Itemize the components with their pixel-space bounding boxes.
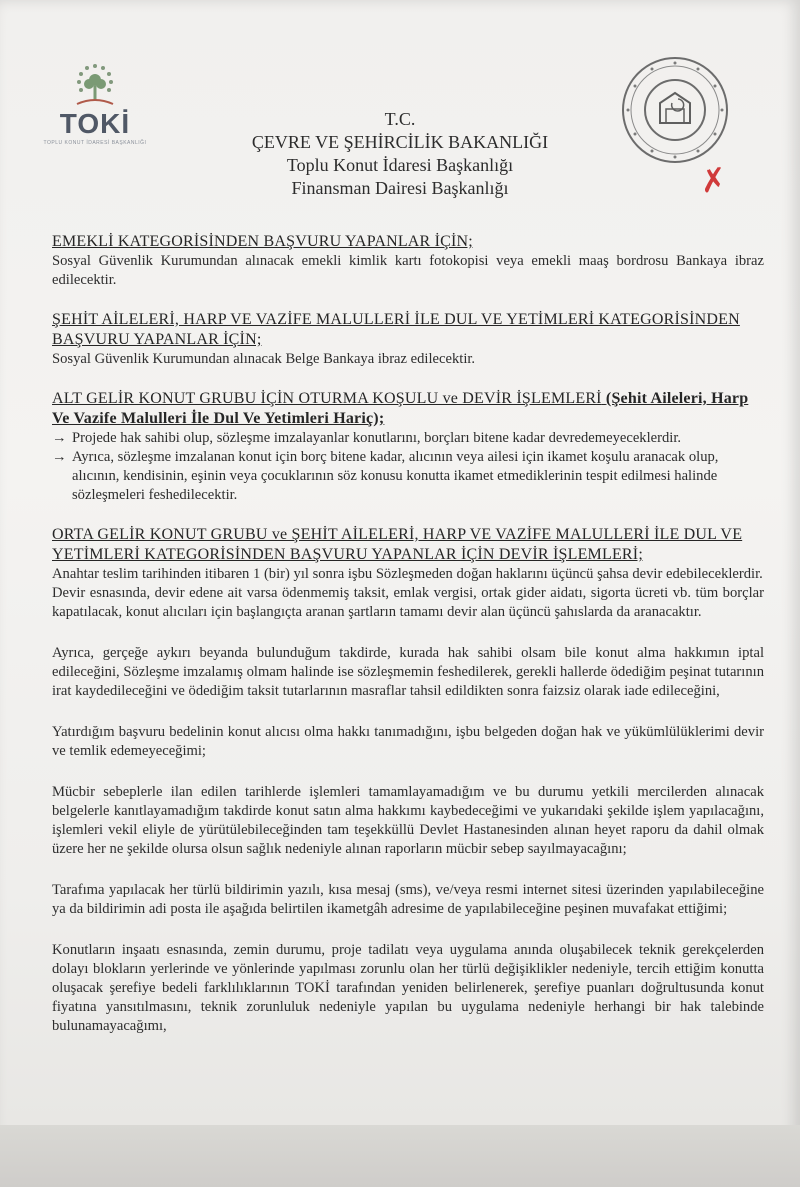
header-line-department: Finansman Dairesi Başkanlığı [291,178,509,198]
arrow-right-icon: → [52,430,67,446]
list-item [52,429,764,448]
paragraph-false-declaration: Ayrıca, gerçeğe aykırı beyanda bulunduğum takdirde, kurada hak sahibi olsam bile konut alma hakkımın iptal edileceğini, Sözleşme imzalamış olmam halinde ise sözleşmemin feshedilerek, gerekli hallerde ödediğim peşinat tutarının irat kaydedileceğini ve ödediğim taksit tutarlarının masraflar tahsil edildikten sonra faizsiz olarak iade edileceğini, [52,645,764,699]
paragraph-notification: Tarafıma yapılacak her türlü bildirimin yazılı, kısa mesaj (sms), ve/veya resmi internet sitesi üzerinden yapılabileceğine ya da bildirimin adi posta ile aşağıda belirtilen ikametgâh adresime de yapılabileceğine peşinen muvafakat ettiğimi; [52,882,764,917]
section-title-retired: EMEKLİ KATEGORİSİNDEN BAŞVURU YAPANLAR İÇİN; [52,233,473,250]
paragraph-force-majeure: Mücbir sebeplerle ilan edilen tarihlerde işlemleri tamamlayamadığım ve bu durumu yetkili mercilerden alınacak belgelerle kanıtlayamadığım takdirde konut satın alma hakkımı kaybedeceğimi ve yukarıdaki şekilde işlem yapılacağını, işlemleri vekil eliyle de yürütülebileceğinden tam teşekküllü Devlet Hastanesinden alınan heyet raporu da dahil olmak üzere her ne şekilde olursa olsun sağlık nedeniyle alınan raporların mücbir sebep sayılmayacağını; [52,784,764,857]
ministry-seal [620,55,730,165]
low-income-bullet-1: Projede hak sahibi olup, sözleşme imzalayanlar konutlarını, borçları bitene kadar devredemeyeceklerdir. [72,430,682,446]
toki-logo [40,60,150,155]
section-body-retired: Sosyal Güvenlik Kurumundan alınacak emekli kimlik kartı fotokopisi veya emekli maaş bordrosu Bankaya ibraz edilecektir. [52,253,764,288]
low-income-bullet-2: Ayrıca, sözleşme imzalanan konut için borç bitene kadar, alıcının veya ailesi için ikamet koşulu aranacak olup, alıcının, kendisinin, eşinin veya çocuklarının söz konusu konutta ikamet etmediklerinin tespit edilmesi halinde sözleşmeleri feshedilecektir. [72,449,719,503]
header-line-ministry: ÇEVRE VE ŞEHİRCİLİK BAKANLIĞI [251,132,549,152]
section-title-low-income [52,389,764,429]
section-title-low-income-plain: ALT GELİR KONUT GRUBU İÇİN OTURMA KOŞULU ve DEVİR İŞLEMLERİ [52,390,602,407]
document-header [200,108,600,200]
header-line-agency: Toplu Konut İdaresi Başkanlığı [286,155,514,175]
handwritten-x-mark: ✗ [697,159,730,201]
logo-wordmark: TOKİ [59,108,131,139]
toki-emblem-icon [65,60,125,112]
section-body-martyr: Sosyal Güvenlik Kurumundan alınacak Belge Bankaya ibraz edilecektir. [52,351,476,367]
section-title-low-income-bold: (Şehit Aileleri, Harp Ve Vazife Malulleri İle Dul Ve Yetimleri Hariç); [52,390,749,427]
section-title-martyr: ŞEHİT AİLELERİ, HARP VE VAZİFE MALULLERİ İLE DUL VE YETİMLERİ KATEGORİSİNDEN BAŞVURU YAPANLAR İÇİN; [52,311,740,348]
paragraph-construction-changes: Konutların inşaatı esnasında, zemin durumu, proje tadilatı veya uygulama anında oluşabilecek teknik gerekçelerden dolayı blokların yerlerinde ve yönlerinde yapılması zorunlu olan her türlü değişiklikler nedeniyle, tercih ettiğim konutta oluşacak şerefiye bedeli farklılıklarının TOKİ tarafından yeniden belirlenerek, şerefiye puanları doğrultusunda konut fiyatına yansıtılmasını, teknik zorunluluk nedeniyle yapılan bu uygulama nedeniyle herhangi bir hak talebinde bulunamayacağımı, [52,942,764,1034]
section-body-middle-income-1: Anahtar teslim tarihinden itibaren 1 (bir) yıl sonra işbu Sözleşmeden doğan haklarını üçüncü şahsa devir edebileceklerdir. [52,566,763,582]
section-body-middle-income-2: Devir esnasında, devir edene ait varsa ödenmemiş taksit, emlak vergisi, ortak gider aidatı, sigorta ücreti vb. tüm borçlar kapatılacak, konut alıcıları için başlangıçta aranan şartların tamamı devir alan üçüncü şahıslarda da aranacaktır. [52,585,764,620]
ministry-seal-icon [620,55,730,165]
desk-surface [0,1125,800,1187]
list-item [52,448,764,505]
paragraph-application-fee: Yatırdığım başvuru bedelinin konut alıcısı olma hakkı tanımadığını, işbu belgeden doğan hak ve yükümlülüklerimi devir ve temlik edemeyeceğimi; [52,724,764,759]
header-line-tc: T.C. [384,109,416,129]
section-title-middle-income: ORTA GELİR KONUT GRUBU ve ŞEHİT AİLELERİ, HARP VE VAZİFE MALULLERİ İLE DUL VE YETİMLERİ KATEGORİSİNDEN BAŞVURU YAPANLAR İÇİN DEVİR İŞLEMLERİ; [52,526,743,563]
logo-subtext: TOPLU KONUT İDARESİ BAŞKANLIĞI [43,140,147,146]
arrow-right-icon: → [52,449,67,465]
document-body [52,232,764,1036]
